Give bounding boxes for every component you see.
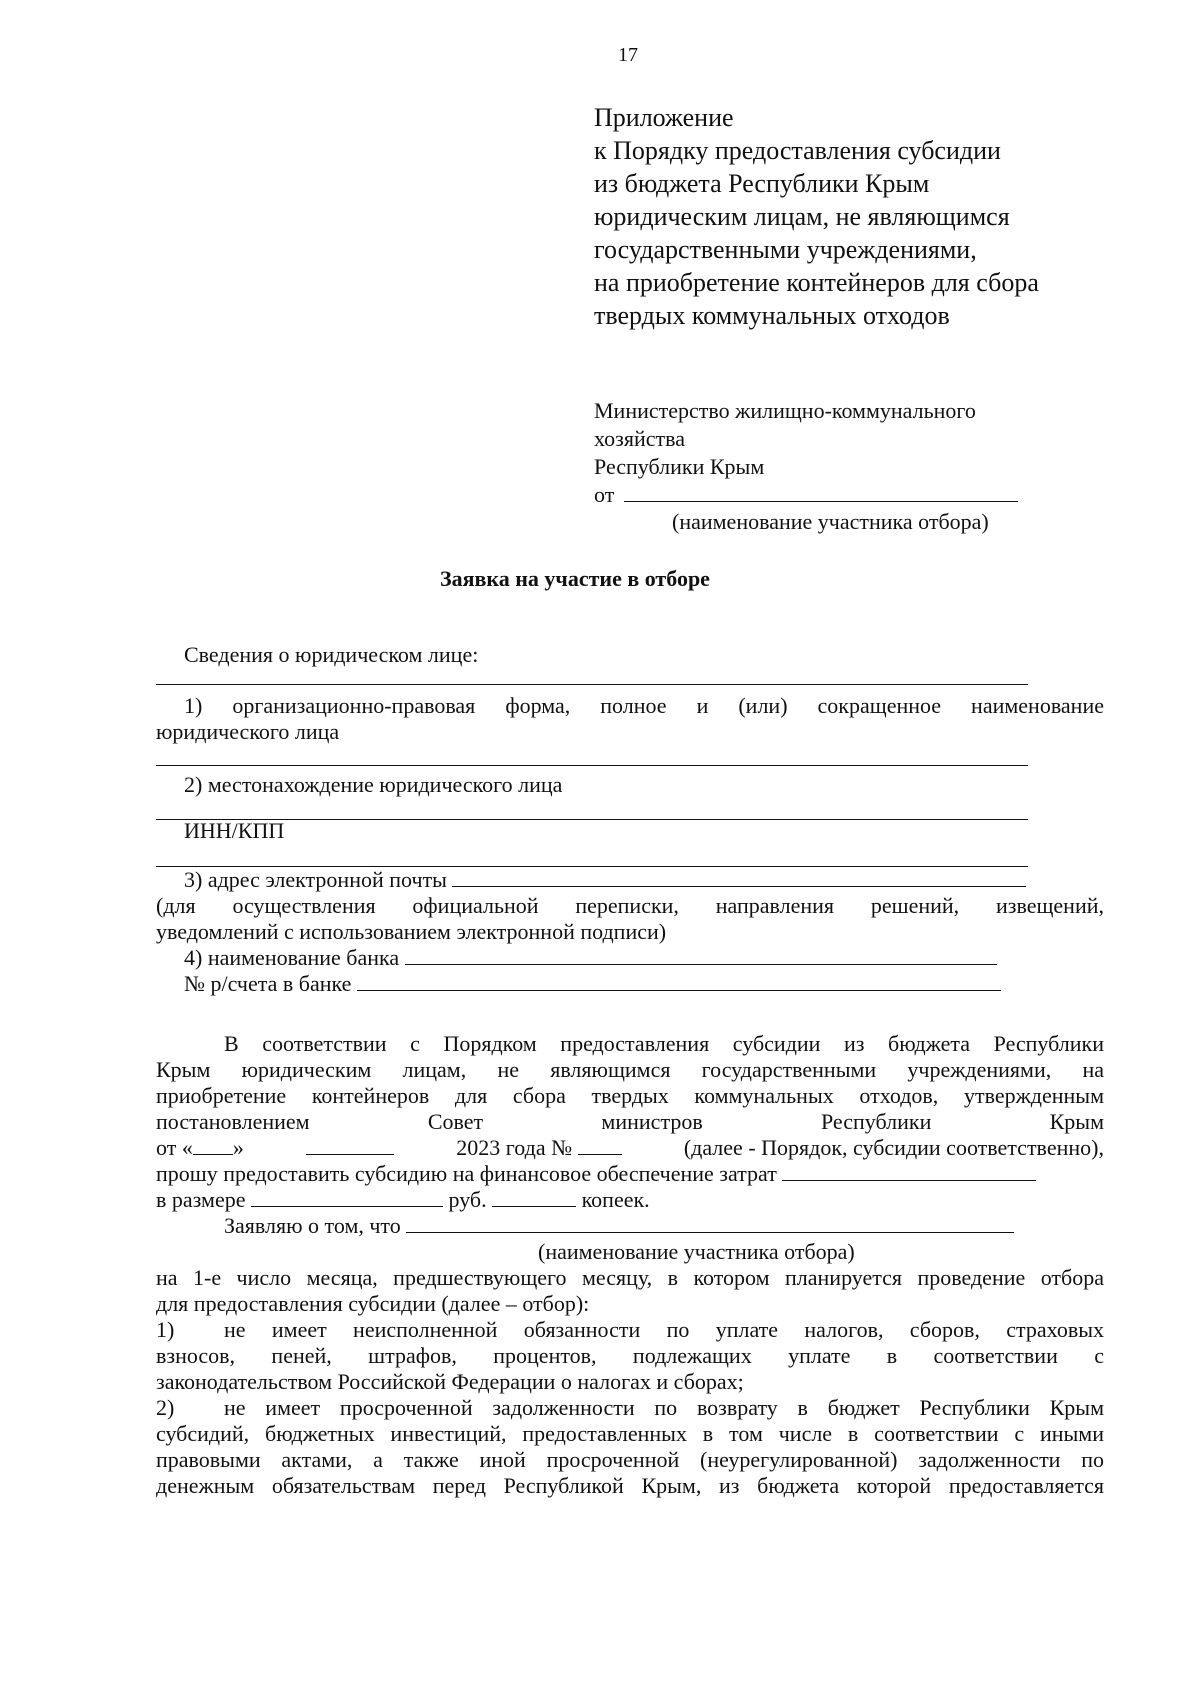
appendix-line: твердых коммунальных отходов <box>594 301 950 330</box>
declarant-field[interactable] <box>406 1214 1014 1233</box>
form-body <box>156 642 1104 1499</box>
date-prefix: от « <box>156 1135 193 1160</box>
from-field[interactable] <box>624 483 1018 502</box>
declaration-intro: Заявляю о том, что <box>224 1213 401 1238</box>
rubles-field[interactable] <box>251 1188 443 1207</box>
participant-hint: (наименование участника отбора) <box>672 509 989 534</box>
from-label: от <box>594 482 615 507</box>
appendix-line: из бюджета Республики Крым <box>594 169 930 198</box>
request-line: приобретение контейнеров для сбора твердых коммунальных отходов, утвержденным <box>156 1083 1104 1108</box>
declarant-hint: (наименование участника отбора) <box>538 1239 855 1264</box>
point-line: законодательством Российской Федерации о налогах и сборах; <box>156 1369 744 1394</box>
legal-entity-heading: Сведения о юридическом лице: <box>184 642 479 667</box>
kop-label: копеек. <box>581 1187 650 1212</box>
item2-label: 2) местонахождение юридического лица <box>184 772 563 797</box>
date-quote-close: » <box>232 1135 244 1160</box>
request-line: постановлением Совет министров Республики Крым <box>156 1109 1104 1134</box>
bank-label: 4) наименование банка <box>184 945 400 970</box>
request-line: В соответствии с Порядком предоставления субсидии из бюджета Республики <box>224 1031 1104 1056</box>
day-field[interactable] <box>193 1136 233 1155</box>
recipient-line: хозяйства <box>594 426 685 451</box>
resolution-number-field[interactable] <box>578 1136 622 1155</box>
point-number: 1) <box>156 1317 175 1342</box>
appendix-line: Приложение <box>594 103 734 132</box>
point-line: правовыми актами, а также иной просроченной (неурегулированной) задолженности по <box>156 1447 1104 1472</box>
rub-label: руб. <box>448 1187 487 1212</box>
point-line: денежным обязательствам перед Республикой Крым, из бюджета которой предоставляется <box>156 1473 1104 1498</box>
email-label: 3) адрес электронной почты <box>184 867 447 892</box>
costs-field[interactable] <box>782 1162 1036 1181</box>
appendix-line: юридическим лицам, не являющимся <box>594 202 1010 231</box>
recipient-line: Министерство жилищно-коммунального <box>594 398 976 423</box>
point-line: субсидий, бюджетных инвестиций, предоставленных в том числе в соответствии с иными <box>156 1421 1104 1446</box>
point-line: не имеет неисполненной обязанности по уплате налогов, сборов, страховых <box>224 1317 1104 1342</box>
appendix-line: к Порядку предоставления субсидии <box>594 136 1001 165</box>
amount-label: в размере <box>156 1187 246 1212</box>
item1-line: 1) организационно-правовая форма, полное и (или) сокращенное наименование <box>184 693 1104 718</box>
page-number: 17 <box>618 44 638 66</box>
appendix-header <box>594 101 1039 332</box>
recipient-line: Республики Крым <box>594 454 765 479</box>
recipient-block <box>594 397 1018 509</box>
inn-kpp-label: ИНН/КПП <box>184 818 285 843</box>
request-line-rest: (далее - Порядок, субсидии соответственно), <box>683 1135 1104 1160</box>
point-line: взносов, пеней, штрафов, процентов, подлежащих уплате в соответствии с <box>156 1343 1104 1368</box>
item1-line: юридического лица <box>156 719 340 744</box>
point-line: не имеет просроченной задолженности по возврату в бюджет Республики Крым <box>224 1395 1104 1420</box>
account-label: № р/счета в банке <box>184 971 352 996</box>
appendix-line: государственными учреждениями, <box>594 235 977 264</box>
year-label: 2023 года № <box>456 1135 573 1160</box>
account-field[interactable] <box>357 972 1001 991</box>
point-number: 2) <box>156 1395 175 1420</box>
month-field[interactable] <box>306 1136 394 1155</box>
request-line: Крым юридическим лицам, не являющимся государственными учреждениями, на <box>156 1057 1104 1082</box>
appendix-line: на приобретение контейнеров для сбора <box>594 268 1039 297</box>
document-title: Заявка на участие в отборе <box>440 566 710 591</box>
kopecks-field[interactable] <box>492 1188 576 1207</box>
email-note-line: уведомлений с использованием электронной подписи) <box>156 919 667 944</box>
bank-field[interactable] <box>405 946 997 965</box>
declaration-line: на 1-е число месяца, предшествующего месяцу, в котором планируется проведение отбора <box>156 1265 1104 1290</box>
request-line: прошу предоставить субсидию на финансовое обеспечение затрат <box>156 1161 777 1186</box>
email-field[interactable] <box>452 868 1026 887</box>
declaration-line: для предоставления субсидии (далее – отбор): <box>156 1291 590 1316</box>
email-note-line: (для осуществления официальной переписки, направления решений, извещений, <box>156 893 1104 918</box>
